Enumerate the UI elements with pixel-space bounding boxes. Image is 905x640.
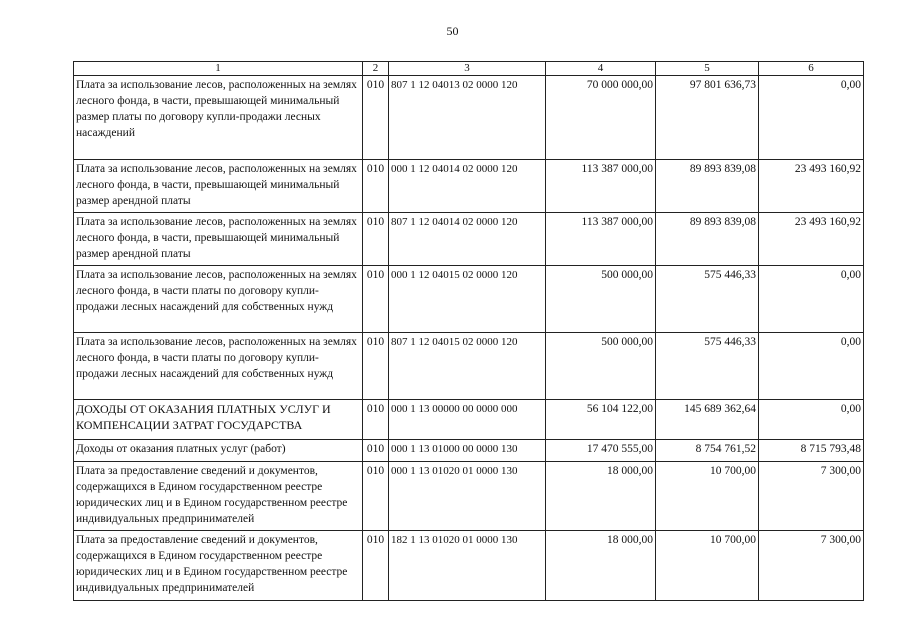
unexecuted-amount-cell: 23 493 160,92: [759, 213, 864, 266]
budget-code-cell: 807 1 12 04014 02 0000 120: [389, 213, 546, 266]
table-row: [74, 76, 864, 160]
table-row: [74, 531, 864, 601]
revenue-name-cell: Плата за использование лесов, расположенных на землях лесного фонда, в части платы по договору купли-продажи лесных насаждений для собственных нужд: [74, 333, 363, 400]
executed-amount-cell: 575 446,33: [656, 333, 759, 400]
unexecuted-amount-cell: 0,00: [759, 266, 864, 333]
budget-code-cell: 182 1 13 01020 01 0000 130: [389, 531, 546, 601]
table-header-row: [74, 62, 864, 76]
column-header-2: 2: [363, 62, 389, 76]
revenue-name-cell: Плата за использование лесов, расположенных на землях лесного фонда, в части, превышающей минимальный размер арендной платы: [74, 213, 363, 266]
revenue-name-cell: Плата за предоставление сведений и документов, содержащихся в Едином государственном реестре юридических лиц и в Едином государственном реестре индивидуальных предпринимателей: [74, 531, 363, 601]
table-row: [74, 440, 864, 462]
planned-amount-cell: 56 104 122,00: [546, 400, 656, 440]
table-row: [74, 462, 864, 531]
table-row: [74, 333, 864, 400]
revenue-name-cell: Доходы от оказания платных услуг (работ): [74, 440, 363, 462]
line-code-cell: 010: [363, 462, 389, 531]
line-code-cell: 010: [363, 213, 389, 266]
planned-amount-cell: 500 000,00: [546, 266, 656, 333]
executed-amount-cell: 97 801 636,73: [656, 76, 759, 160]
line-code-cell: 010: [363, 266, 389, 333]
column-header-6: 6: [759, 62, 864, 76]
unexecuted-amount-cell: 7 300,00: [759, 531, 864, 601]
column-header-3: 3: [389, 62, 546, 76]
page-number: 50: [446, 24, 459, 38]
budget-code-cell: 000 1 13 01020 01 0000 130: [389, 462, 546, 531]
executed-amount-cell: 10 700,00: [656, 531, 759, 601]
column-header-1: 1: [74, 62, 363, 76]
line-code-cell: 010: [363, 400, 389, 440]
executed-amount-cell: 89 893 839,08: [656, 160, 759, 213]
executed-amount-cell: 10 700,00: [656, 462, 759, 531]
unexecuted-amount-cell: 8 715 793,48: [759, 440, 864, 462]
budget-code-cell: 000 1 13 00000 00 0000 000: [389, 400, 546, 440]
planned-amount-cell: 17 470 555,00: [546, 440, 656, 462]
executed-amount-cell: 145 689 362,64: [656, 400, 759, 440]
unexecuted-amount-cell: 0,00: [759, 76, 864, 160]
table-row: [74, 400, 864, 440]
revenue-name-cell: Плата за использование лесов, расположенных на землях лесного фонда, в части, превышающей минимальный размер платы по договору купли-продажи лесных насаждений: [74, 76, 363, 160]
column-header-4: 4: [546, 62, 656, 76]
executed-amount-cell: 8 754 761,52: [656, 440, 759, 462]
planned-amount-cell: 113 387 000,00: [546, 213, 656, 266]
table-row: [74, 160, 864, 213]
planned-amount-cell: 18 000,00: [546, 531, 656, 601]
planned-amount-cell: 18 000,00: [546, 462, 656, 531]
column-header-5: 5: [656, 62, 759, 76]
unexecuted-amount-cell: 23 493 160,92: [759, 160, 864, 213]
revenue-table: [73, 61, 864, 601]
budget-code-cell: 807 1 12 04015 02 0000 120: [389, 333, 546, 400]
unexecuted-amount-cell: 7 300,00: [759, 462, 864, 531]
unexecuted-amount-cell: 0,00: [759, 333, 864, 400]
planned-amount-cell: 70 000 000,00: [546, 76, 656, 160]
line-code-cell: 010: [363, 440, 389, 462]
revenue-name-cell: Плата за использование лесов, расположенных на землях лесного фонда, в части платы по договору купли-продажи лесных насаждений для собственных нужд: [74, 266, 363, 333]
budget-code-cell: 807 1 12 04013 02 0000 120: [389, 76, 546, 160]
revenue-name-cell: Плата за предоставление сведений и документов, содержащихся в Едином государственном реестре юридических лиц и в Едином государственном реестре индивидуальных предпринимателей: [74, 462, 363, 531]
revenue-name-cell: ДОХОДЫ ОТ ОКАЗАНИЯ ПЛАТНЫХ УСЛУГ И КОМПЕНСАЦИИ ЗАТРАТ ГОСУДАРСТВА: [74, 400, 363, 440]
executed-amount-cell: 575 446,33: [656, 266, 759, 333]
budget-code-cell: 000 1 12 04014 02 0000 120: [389, 160, 546, 213]
line-code-cell: 010: [363, 160, 389, 213]
revenue-name-cell: Плата за использование лесов, расположенных на землях лесного фонда, в части, превышающей минимальный размер арендной платы: [74, 160, 363, 213]
table-row: [74, 213, 864, 266]
line-code-cell: 010: [363, 333, 389, 400]
line-code-cell: 010: [363, 76, 389, 160]
table-row: [74, 266, 864, 333]
budget-code-cell: 000 1 12 04015 02 0000 120: [389, 266, 546, 333]
unexecuted-amount-cell: 0,00: [759, 400, 864, 440]
budget-code-cell: 000 1 13 01000 00 0000 130: [389, 440, 546, 462]
executed-amount-cell: 89 893 839,08: [656, 213, 759, 266]
line-code-cell: 010: [363, 531, 389, 601]
planned-amount-cell: 500 000,00: [546, 333, 656, 400]
planned-amount-cell: 113 387 000,00: [546, 160, 656, 213]
